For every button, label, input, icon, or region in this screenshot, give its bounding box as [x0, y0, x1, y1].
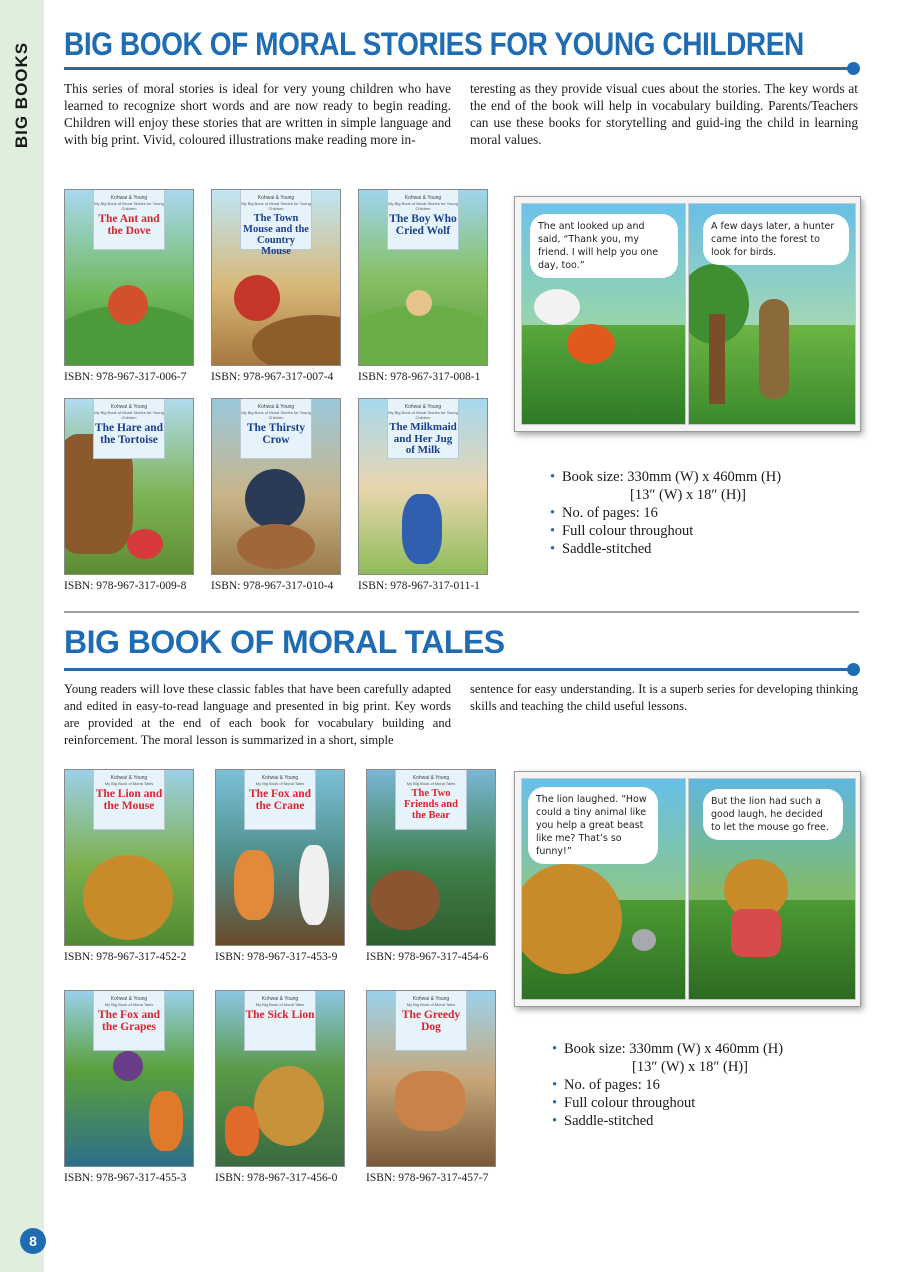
isbn: ISBN: 978-967-317-008-1: [358, 371, 481, 383]
isbn: ISBN: 978-967-317-007-4: [211, 371, 334, 383]
cover-title: The Hare and the Tortoise: [94, 422, 164, 446]
page-number: 8: [20, 1228, 46, 1254]
bullet: •: [550, 523, 556, 539]
bullet: •: [552, 1113, 558, 1129]
bear-illustration: [370, 870, 440, 930]
cover-title-panel: Kohwai & Young My Big Book of Moral Tales The Lion and the Mouse: [93, 770, 165, 830]
book-cover[interactable]: [366, 990, 496, 1167]
milkmaid-illustration: [402, 494, 442, 564]
book-cover[interactable]: [366, 769, 496, 946]
bullet: •: [552, 1041, 558, 1057]
cover-title: The Greedy Dog: [401, 1009, 461, 1033]
cover-title: The Two Friends and the Bear: [404, 788, 458, 821]
book-cover[interactable]: [64, 189, 194, 366]
isbn: ISBN: 978-967-317-454-6: [366, 951, 489, 963]
cover-title-panel: Kohwai & Young My Big Book of Moral Stories for Young Children The Hare and the Tortoise: [93, 399, 165, 459]
lion-illustration: [83, 855, 173, 940]
isbn: ISBN: 978-967-317-011-1: [358, 580, 480, 592]
cover-title: The Sick Lion: [245, 1009, 315, 1021]
section-title-moral-tales: BIG BOOK OF MORAL TALES: [64, 624, 505, 660]
hunter-illustration: [759, 299, 789, 399]
cover-title: The Thirsty Crow: [246, 422, 306, 446]
cover-title: The Lion and the Mouse: [95, 788, 163, 812]
speech-bubble: The ant looked up and said, “Thank you, my friend. I will help you one day, too.”: [530, 214, 678, 278]
cover-title-panel: Kohwai & Young My Big Book of Moral Stories for Young Children The Ant and the Dove: [93, 190, 165, 250]
cover-title-panel: Kohwai & Young My Big Book of Moral Stories for Young Children The Boy Who Cried Wolf: [387, 190, 459, 250]
spread-page-right: [688, 778, 856, 1000]
book-cover[interactable]: [358, 398, 488, 575]
cover-title-panel: Kohwai & Young My Big Book of Moral Tales The Greedy Dog: [395, 991, 467, 1051]
isbn: ISBN: 978-967-317-453-9: [215, 951, 338, 963]
cover-title: The Ant and the Dove: [98, 213, 160, 237]
pot-illustration: [237, 524, 315, 569]
bullet: •: [550, 541, 556, 557]
cover-title: The Town Mouse and the Country Mouse: [243, 213, 309, 257]
ant-illustration: [567, 324, 615, 364]
fox-illustration: [234, 850, 274, 920]
grapes-illustration: [113, 1051, 143, 1081]
speech-bubble: A few days later, a hunter came into the forest to look for birds.: [703, 214, 849, 265]
dove-illustration: [534, 289, 580, 325]
cover-title-panel: Kohwai & Young My Big Book of Moral Tales The Fox and the Crane: [244, 770, 316, 830]
ant-illustration: [108, 285, 148, 325]
section-2-paragraph-left: Young readers will love these classic fables that have been carefully adapted and edited in easy-to-read language and presented in big print. Key words are provided at the end of each book for vocabulary building and reinforcement. The moral lesson is summarized in a short, simple: [64, 682, 451, 747]
isbn: ISBN: 978-967-317-009-8: [64, 580, 187, 592]
sample-spread: [514, 196, 861, 432]
section-rule: [64, 67, 852, 70]
rule-dot: [847, 663, 860, 676]
bullet: •: [552, 1077, 558, 1093]
isbn: ISBN: 978-967-317-452-2: [64, 951, 187, 963]
spread-page-left: [521, 778, 686, 1000]
section-1-paragraph-left: This series of moral stories is ideal for very young children who have learned to recognize short words and are now ready to begin reading. Children will enjoy these stories that are written in simple language and with big print. Vivid, coloured illustrations make reading more in-: [64, 81, 451, 147]
cover-title: The Fox and the Crane: [249, 788, 311, 812]
cover-title-panel: Kohwai & Young My Big Book of Moral Stories for Young Children The Milkmaid and Her Jug of Milk: [387, 399, 459, 459]
rule-dot: [847, 62, 860, 75]
isbn: ISBN: 978-967-317-006-7: [64, 371, 187, 383]
specs-list: • Book size: 330mm (W) x 460mm (H) [13″ (W) x 18″ (H)] • No. of pages: 16 • Full colour throughout • Saddle-stitched: [552, 1041, 784, 1129]
mouse-illustration: [632, 929, 656, 951]
crane-illustration: [299, 845, 329, 925]
boy-illustration: [406, 290, 432, 316]
section-2-paragraph-right: sentence for easy understanding. It is a superb series for developing thinking skills and teaching the child useful lessons.: [470, 682, 858, 713]
book-cover[interactable]: [64, 398, 194, 575]
section-divider: [64, 611, 859, 613]
spread-page-left: [521, 203, 686, 425]
book-cover[interactable]: [215, 990, 345, 1167]
book-cover[interactable]: [64, 990, 194, 1167]
isbn: ISBN: 978-967-317-456-0: [215, 1172, 338, 1184]
cover-title-panel: Kohwai & Young My Big Book of Moral Tales The Sick Lion: [244, 991, 316, 1051]
fox-illustration: [149, 1091, 183, 1151]
apples-illustration: [234, 275, 280, 321]
lion-illustration: [254, 1066, 324, 1146]
sidebar-label: BIG BOOKS: [12, 41, 31, 149]
cover-title-panel: Kohwai & Young My Big Book of Moral Stories for Young Children The Town Mouse and the Country Mouse: [240, 190, 312, 250]
cover-title: The Boy Who Cried Wolf: [389, 213, 457, 237]
section-rule: [64, 668, 852, 671]
cover-title: The Milkmaid and Her Jug of Milk: [389, 421, 457, 456]
book-cover[interactable]: [211, 189, 341, 366]
fox-illustration: [225, 1106, 259, 1156]
isbn: ISBN: 978-967-317-010-4: [211, 580, 334, 592]
book-cover[interactable]: [358, 189, 488, 366]
speech-bubble: But the lion had such a good laugh, he decided to let the mouse go free.: [703, 789, 843, 840]
isbn: ISBN: 978-967-317-455-3: [64, 1172, 187, 1184]
cover-title-panel: Kohwai & Young My Big Book of Moral Stories for Young Children The Thirsty Crow: [240, 399, 312, 459]
book-cover[interactable]: [215, 769, 345, 946]
bullet: •: [550, 505, 556, 521]
book-cover[interactable]: [211, 398, 341, 575]
sidebar-strip: [0, 0, 44, 1272]
section-title-moral-stories: BIG BOOK OF MORAL STORIES FOR YOUNG CHILDREN: [64, 26, 804, 62]
section-1-paragraph-right: teresting as they provide visual cues about the stories. The key words at the end of the book will help in vocabulary building. Parents/Teachers can use these books for storytelling and guid-ing the child in learning moral values.: [470, 81, 858, 147]
spread-page-right: [688, 203, 856, 425]
dog-illustration: [395, 1071, 465, 1131]
bullet: •: [550, 469, 556, 485]
bullet: •: [552, 1095, 558, 1111]
sample-spread: [514, 771, 861, 1007]
cover-title: The Fox and the Grapes: [98, 1009, 160, 1033]
book-cover[interactable]: [64, 769, 194, 946]
isbn: ISBN: 978-967-317-457-7: [366, 1172, 489, 1184]
cover-title-panel: Kohwai & Young My Big Book of Moral Tales The Two Friends and the Bear: [395, 770, 467, 830]
crow-illustration: [245, 469, 305, 529]
cover-title-panel: Kohwai & Young My Big Book of Moral Tales The Fox and the Grapes: [93, 991, 165, 1051]
specs-list: • Book size: 330mm (W) x 460mm (H) [13″ (W) x 18″ (H)] • No. of pages: 16 • Full colour throughout • Saddle-stitched: [550, 469, 782, 557]
speech-bubble: The lion laughed. “How could a tiny animal like you help a great beast like me? That’s so funny!”: [528, 787, 658, 864]
hare-illustration: [127, 529, 163, 559]
